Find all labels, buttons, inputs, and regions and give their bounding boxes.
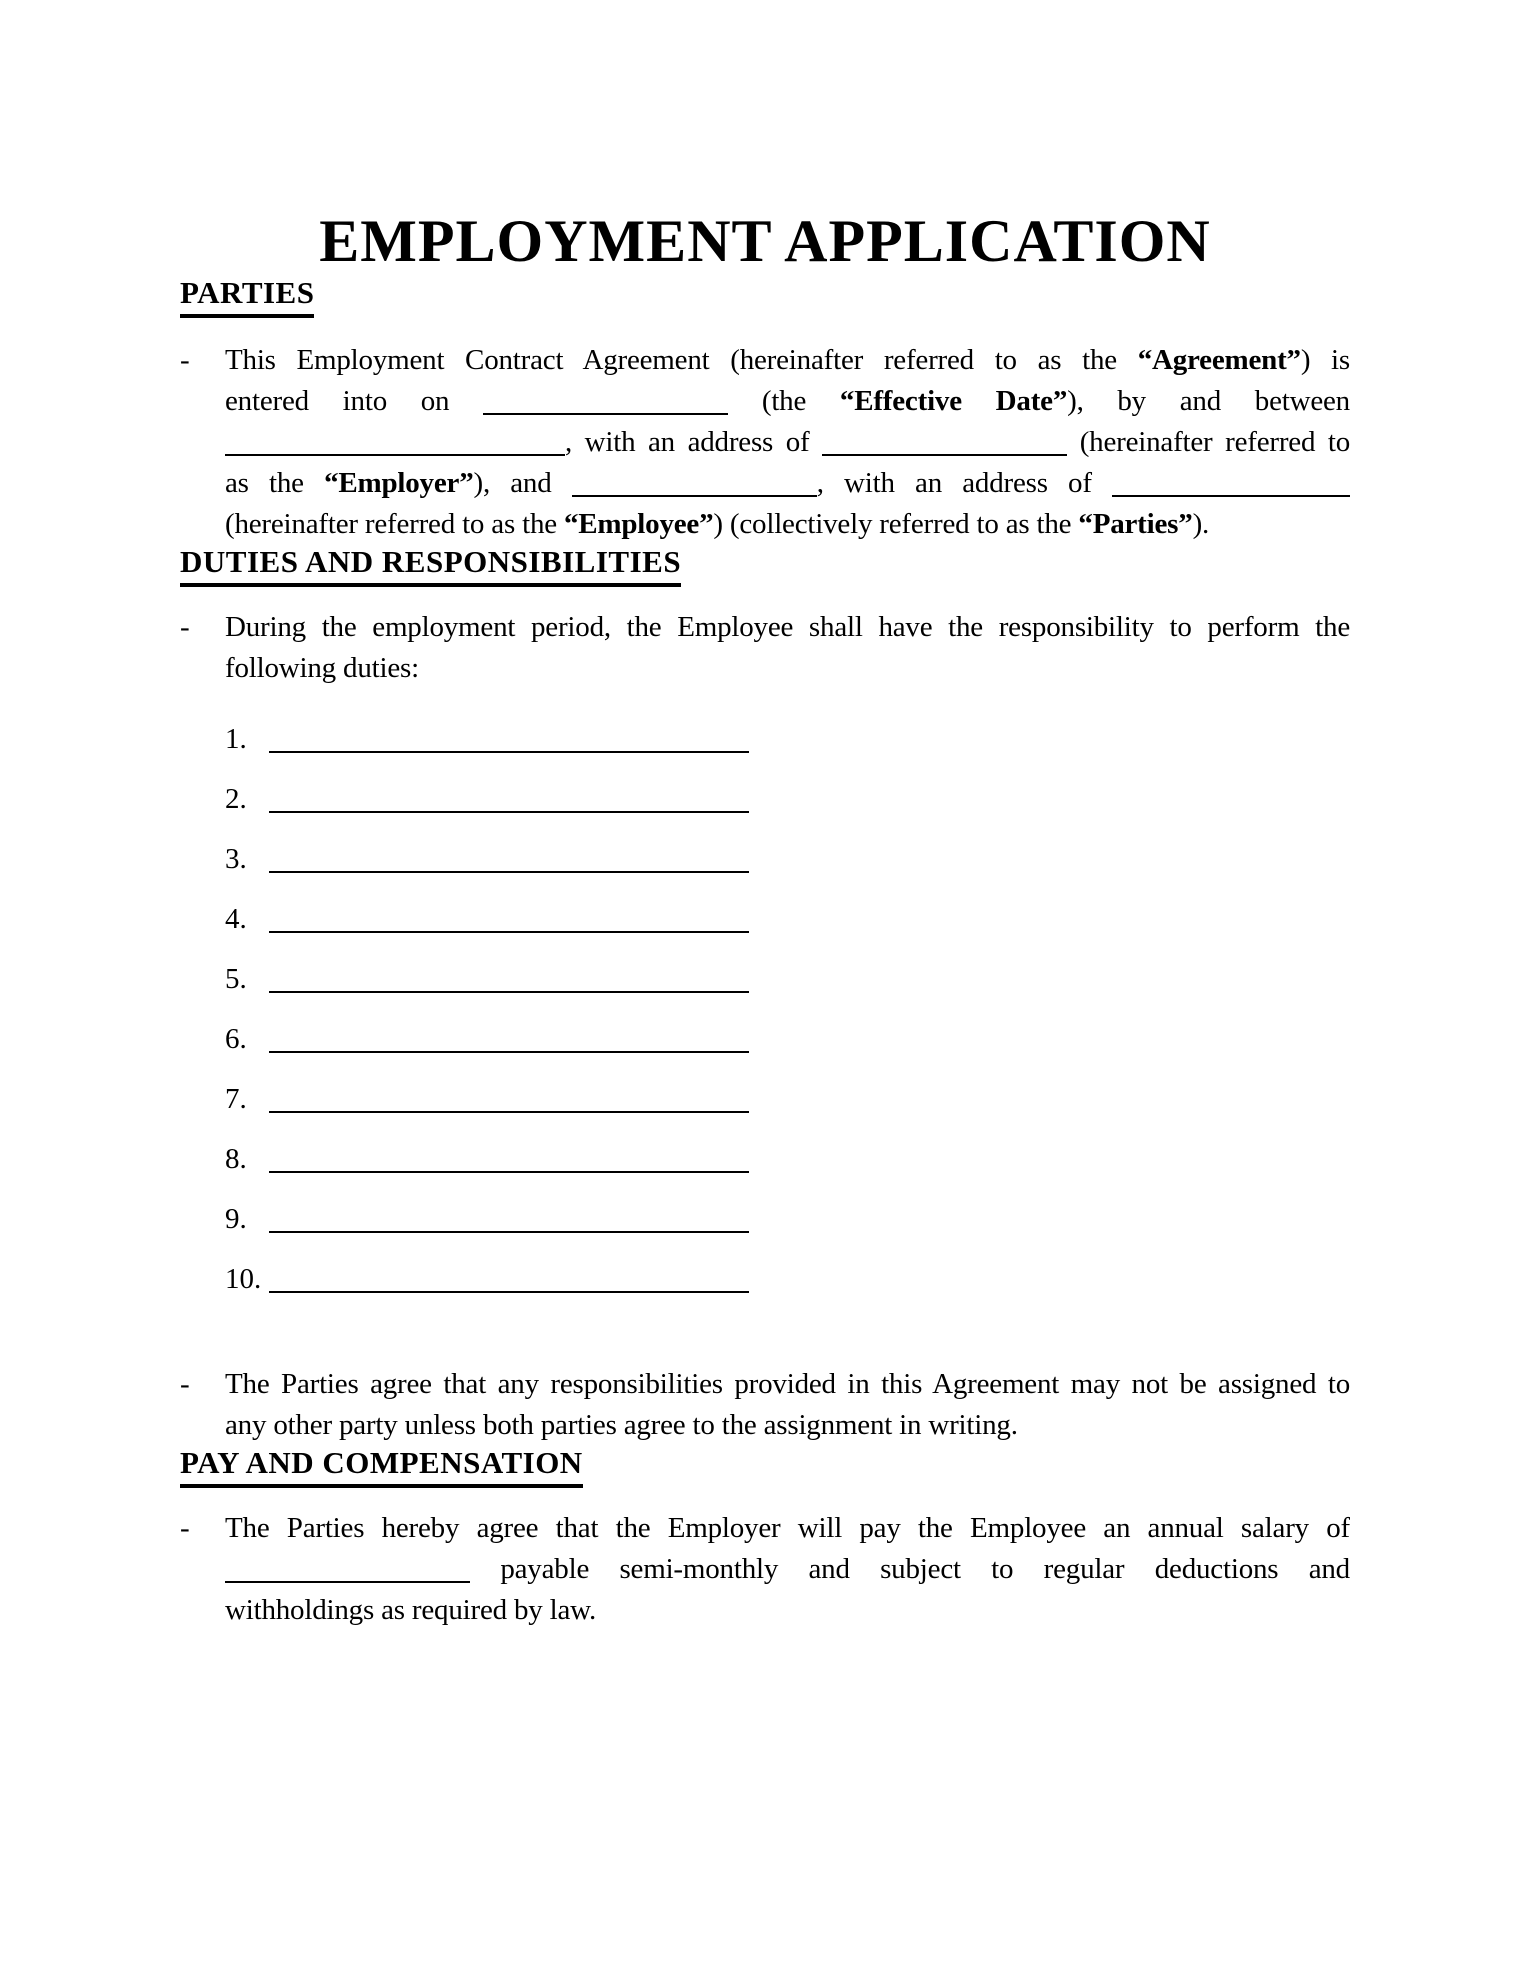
duty-item-number: 8. <box>225 1143 247 1175</box>
section-parties <box>180 276 1350 545</box>
defined-term: “Employee” <box>563 508 714 540</box>
text-run: ) is <box>1300 344 1350 376</box>
blank-field[interactable] <box>225 428 565 456</box>
text-run: (the <box>728 385 840 417</box>
text-run: The Parties hereby agree that the Employer will pay the Employee an annual salary of <box>225 1512 1350 1544</box>
duty-blank-field[interactable] <box>269 905 749 933</box>
blank-field[interactable] <box>483 387 728 415</box>
duties-heading <box>180 545 1350 587</box>
section-duties <box>180 545 1350 1446</box>
duty-item-number: 2. <box>225 783 247 815</box>
defined-term: “Effective Date” <box>839 385 1068 417</box>
duty-item-number: 10. <box>225 1263 262 1295</box>
text-line <box>225 1405 1350 1446</box>
blank-field[interactable] <box>822 428 1067 456</box>
duty-blank-field[interactable] <box>269 1145 749 1173</box>
duty-item <box>225 779 1350 820</box>
duty-item <box>225 1259 1350 1300</box>
text-line <box>225 340 1350 381</box>
duty-blank-field[interactable] <box>269 1205 749 1233</box>
text-run: This Employment Contract Agreement (hereinafter referred to as the <box>225 344 1138 376</box>
text-run: ), by and between <box>1067 385 1350 417</box>
duties-intro-paragraph <box>180 607 1350 689</box>
text-line <box>225 422 1350 463</box>
bullet-dash: - <box>180 1368 190 1400</box>
parties-heading <box>180 276 1350 318</box>
duty-item-number: 4. <box>225 903 247 935</box>
duty-item <box>225 899 1350 940</box>
blank-field[interactable] <box>225 1555 470 1583</box>
defined-term: “Employer” <box>324 467 474 499</box>
text-run: (hereinafter referred to as the <box>225 508 564 540</box>
text-run: any other party unless both parties agree to the assignment in writing. <box>225 1409 1018 1441</box>
duty-item <box>225 1019 1350 1060</box>
duty-item <box>225 1079 1350 1120</box>
document-title: EMPLOYMENT APPLICATION <box>319 208 1211 274</box>
text-line <box>225 1590 1350 1631</box>
text-run: withholdings as required by law. <box>225 1594 597 1626</box>
text-run: payable semi-monthly and subject to regular deductions and <box>470 1553 1350 1585</box>
text-line <box>225 1508 1350 1549</box>
duty-item-number: 5. <box>225 963 247 995</box>
duty-blank-field[interactable] <box>269 1085 749 1113</box>
text-run: ), and <box>473 467 572 499</box>
duty-item <box>225 1139 1350 1180</box>
text-run: (hereinafter referred to <box>1067 426 1350 458</box>
text-line <box>225 607 1350 648</box>
duties-heading-text: DUTIES AND RESPONSIBILITIES <box>180 545 681 587</box>
duty-item-number: 1. <box>225 723 247 755</box>
text-line <box>225 463 1350 504</box>
defined-term: “Parties” <box>1078 508 1193 540</box>
text-run: ). <box>1192 508 1210 540</box>
duty-item <box>225 839 1350 880</box>
duty-item <box>225 1199 1350 1240</box>
duty-item-number: 9. <box>225 1203 247 1235</box>
duty-blank-field[interactable] <box>269 1265 749 1293</box>
text-line <box>225 381 1350 422</box>
section-pay <box>180 1446 1350 1631</box>
pay-paragraph <box>180 1508 1350 1631</box>
pay-heading <box>180 1446 1350 1488</box>
blank-field[interactable] <box>1112 469 1350 497</box>
duty-item <box>225 959 1350 1000</box>
duty-blank-field[interactable] <box>269 785 749 813</box>
text-line <box>225 1364 1350 1405</box>
text-run: During the employment period, the Employee shall have the responsibility to perform the <box>225 611 1350 643</box>
duty-blank-field[interactable] <box>269 725 749 753</box>
duty-item-number: 7. <box>225 1083 247 1115</box>
defined-term: “Agreement” <box>1137 344 1301 376</box>
duties-list <box>225 719 1350 1300</box>
text-line <box>225 1549 1350 1590</box>
pay-heading-text: PAY AND COMPENSATION <box>180 1446 583 1488</box>
text-line <box>225 504 1350 545</box>
duty-item-number: 6. <box>225 1023 247 1055</box>
text-run: entered into on <box>225 385 484 417</box>
text-run: ) (collectively referred to as the <box>713 508 1079 540</box>
text-run: as the <box>225 467 325 499</box>
bullet-dash: - <box>180 344 190 376</box>
duty-item-number: 3. <box>225 843 247 875</box>
duty-blank-field[interactable] <box>269 1025 749 1053</box>
text-run: , with an address of <box>816 467 1113 499</box>
duty-blank-field[interactable] <box>269 845 749 873</box>
blank-field[interactable] <box>572 469 817 497</box>
duty-item <box>225 719 1350 760</box>
parties-heading-text: PARTIES <box>180 276 314 318</box>
duty-blank-field[interactable] <box>269 965 749 993</box>
bullet-dash: - <box>180 611 190 643</box>
parties-paragraph <box>180 340 1350 545</box>
bullet-dash: - <box>180 1512 190 1544</box>
text-run: The Parties agree that any responsibilities provided in this Agreement may not be assigned to <box>225 1368 1350 1400</box>
text-run: following duties: <box>225 652 419 684</box>
assignment-paragraph <box>180 1364 1350 1446</box>
text-line <box>225 648 1350 689</box>
text-run: , with an address of <box>565 426 823 458</box>
